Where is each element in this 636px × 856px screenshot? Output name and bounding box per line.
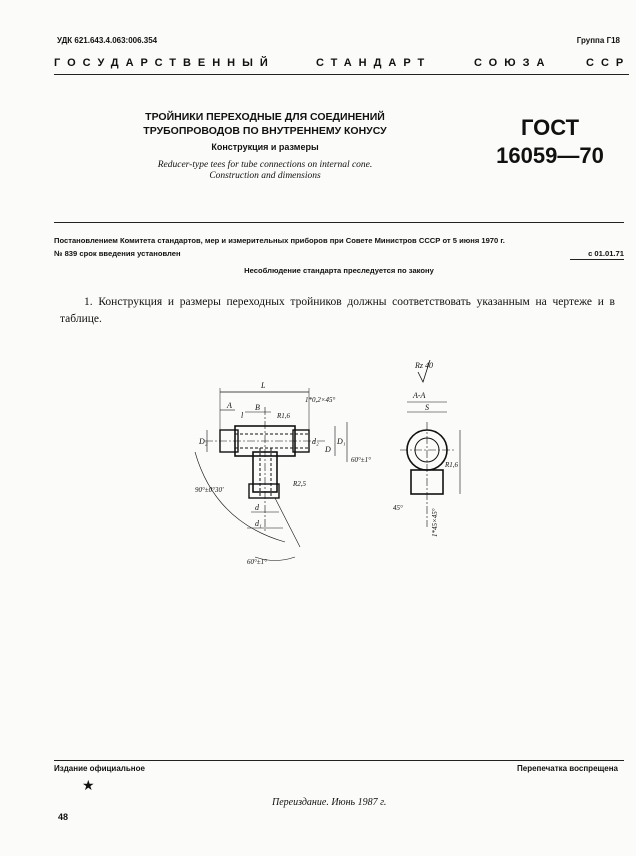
decree-line-2: № 839 срок введения установлен [54, 249, 181, 258]
reissue-note: Переиздание. Июнь 1987 г. [272, 797, 387, 808]
dim-l: l [241, 411, 244, 420]
dim-angle-90: 90°±0°30' [195, 486, 224, 494]
dim-d: d [255, 503, 259, 512]
header-rule [54, 74, 629, 75]
document-subtitle: Конструкция и размеры [211, 142, 319, 152]
tee-drawing [175, 352, 475, 577]
tee-front-view [195, 388, 347, 561]
title-line-1: ТРОЙНИКИ ПЕРЕХОДНЫЕ ДЛЯ СОЕДИНЕНИЙ [145, 111, 385, 123]
standard-code: 16059—70 [496, 143, 604, 168]
dim-pipe-angle: 60°±1° [351, 456, 371, 464]
violation-notice: Несоблюдение стандарта преследуется по закону [244, 266, 434, 275]
english-title-line-1: Reducer-type tees for tube connections on internal cone. [157, 160, 373, 170]
english-title-line-2: Construction and dimensions [209, 171, 321, 181]
section-label: А-А [413, 391, 426, 400]
official-edition: Издание официальное [54, 764, 145, 773]
standard-number [480, 114, 620, 170]
page-number: 48 [58, 812, 69, 822]
date-underline [570, 259, 624, 260]
standard-label: ГОСТ [520, 115, 580, 140]
footer-rule [54, 760, 624, 761]
roughness-mark: Rz 40 [415, 361, 433, 370]
title-line-2: ТРУБОПРОВОДОВ ПО ВНУТРЕННЕМУ КОНУСУ [143, 125, 387, 137]
banner-word-3: СОЮЗА [474, 57, 552, 69]
dim-A: A [227, 401, 232, 410]
document-title [100, 110, 430, 138]
banner-word-4: ССР [586, 57, 631, 69]
section-view [400, 360, 460, 527]
english-title [100, 160, 430, 182]
dim-D2: D₂ [199, 437, 208, 446]
banner-word-1: ГОСУДАРСТВЕННЫЙ [54, 57, 275, 69]
group-code: Группа Г18 [576, 36, 620, 45]
dim-S: S [425, 403, 429, 412]
dim-B: B [255, 403, 260, 412]
body-paragraph: 1. Конструкция и размеры переходных тройников должны соответствовать указанным на чертеже и в таблице. [60, 296, 615, 325]
decree-rule-top [54, 222, 624, 223]
banner-word-2: СТАНДАРТ [316, 57, 432, 69]
dim-chamfer-45: 45° [393, 504, 403, 512]
reprint-notice: Перепечатка воспрещена [517, 764, 618, 773]
dim-chamfer: 1*0,2×45° [305, 396, 336, 404]
udk-code: УДК 621.643.4.063:006.354 [57, 36, 158, 45]
dim-L: L [261, 381, 266, 390]
dim-D1: D₁ [337, 437, 346, 446]
dim-chamfer-vertical: 1*45×45° [431, 508, 439, 537]
dim-radius: R1,6 [277, 412, 291, 420]
decree-block [54, 234, 624, 260]
dim-d1: d₁ [255, 519, 262, 528]
dim-d2: d₂ [312, 437, 319, 446]
dim-R25: R2,5 [293, 480, 307, 488]
star-mark: ★ [82, 779, 95, 794]
dim-D: D [325, 445, 331, 454]
effective-date: с 01.01.71 [588, 249, 624, 258]
dim-angle-60: 60°±1° [247, 558, 267, 566]
dim-radius-b: R1,6 [445, 461, 459, 469]
decree-line-1: Постановлением Комитета стандартов, мер и измерительных приборов при Совете Министров СССР от 5 июня 1970 г. [54, 236, 505, 245]
